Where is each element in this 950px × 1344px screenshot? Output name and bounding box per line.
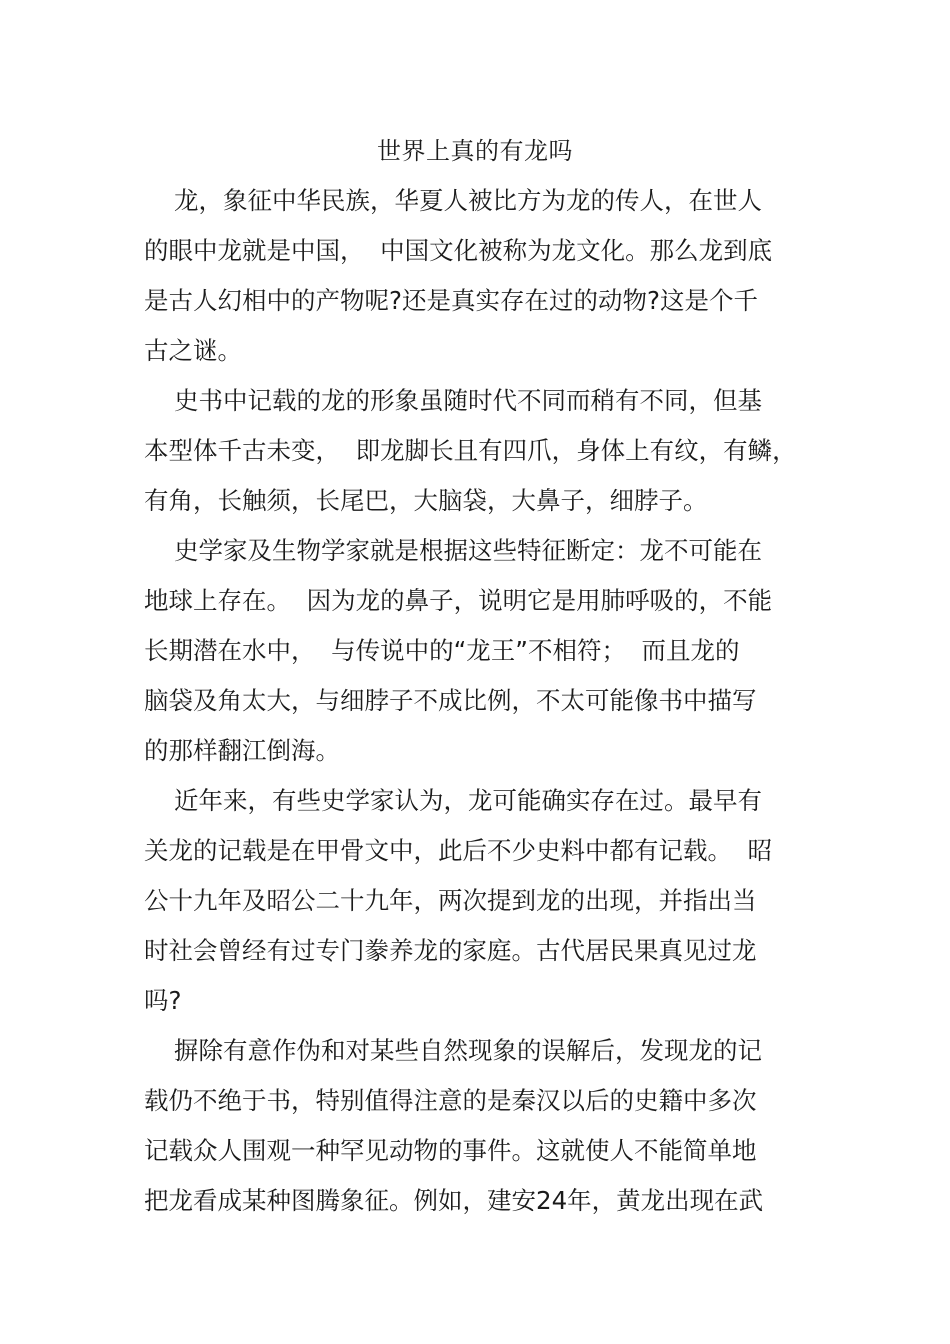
text-line: 的那样翻江倒海。 (144, 736, 340, 765)
text-line: 古之谜。 (144, 336, 242, 365)
text-line: 公十九年及昭公二十九年，两次提到龙的出现，并指出当 (144, 886, 757, 915)
text-line: 把龙看成某种图腾象征。例如，建安24年，黄龙出现在武 (144, 1186, 764, 1215)
paragraph (144, 1026, 824, 1226)
text-line: 有角，长触须，长尾巴，大脑袋，大鼻子，细脖子。 (144, 486, 708, 515)
text-line: 载仍不绝于书，特别值得注意的是秦汉以后的史籍中多次 (144, 1086, 757, 1115)
text-line: 摒除有意作伪和对某些自然现象的误解后，发现龙的记 (174, 1036, 762, 1065)
text-line: 关龙的记载是在甲骨文中，此后不少史料中都有记载。 昭 (144, 836, 773, 865)
document-title: 世界上真的有龙吗 (377, 137, 573, 165)
paragraph (144, 376, 824, 526)
paragraph (144, 526, 824, 776)
text-line: 是古人幻相中的产物呢?还是真实存在过的动物?这是个千 (144, 286, 759, 315)
text-line: 史书中记载的龙的形象虽随时代不同而稍有不同，但基 (174, 386, 762, 415)
text-line: 本型体千古未变， 即龙脚长且有四爪，身体上有纹，有鳞， (144, 436, 797, 465)
text-line: 地球上存在。 因为龙的鼻子，说明它是用肺呼吸的，不能 (144, 586, 773, 615)
text-line: 时社会曾经有过专门豢养龙的家庭。古代居民果真见过龙 (144, 936, 757, 965)
text-line: 龙，象征中华民族，华夏人被比方为龙的传人，在世人 (174, 186, 762, 215)
text-line: 长期潜在水中， 与传说中的“龙王”不相符； 而且龙的 (144, 636, 740, 665)
text-line: 脑袋及角太大，与细脖子不成比例，不太可能像书中描写 (144, 686, 757, 715)
paragraph (144, 776, 824, 1026)
text-line: 吗? (144, 986, 182, 1015)
document-body (144, 176, 824, 1226)
text-line: 史学家及生物学家就是根据这些特征断定：龙不可能在 (174, 536, 762, 565)
text-line: 近年来，有些史学家认为，龙可能确实存在过。最早有 (174, 786, 762, 815)
text-line: 记载众人围观一种罕见动物的事件。这就使人不能简单地 (144, 1136, 757, 1165)
paragraph (144, 176, 824, 376)
text-line: 的眼中龙就是中国， 中国文化被称为龙文化。那么龙到底 (144, 236, 773, 265)
